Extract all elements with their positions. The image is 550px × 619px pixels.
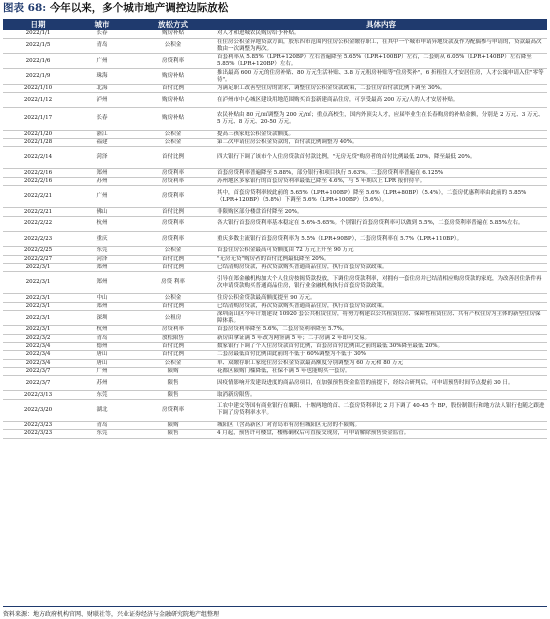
row-description: 住房公积金贷款最高额度提至 90 万元。 [215,294,547,302]
table-row [3,247,547,255]
row-city: 菏泽 [73,255,131,263]
row-policy-type: 公积金 [131,247,215,255]
row-date: 2022/2/22 [3,216,73,231]
table-row [3,391,547,399]
figure-title-text: 今年以来，多个城市地产调控边际放松 [49,2,229,14]
row-city: 广州 [73,186,131,208]
row-policy-type: 公积金 [131,138,215,146]
row-city: 菏泽 [73,147,131,169]
row-date: 2022/3/1 [3,326,73,334]
column-header-date: 日期 [3,19,73,30]
row-description: 四大银行下调了该市个人住房贷款首付款比例，"无房无贷"购房者的首付比例最低 20%，降至最低 20%。 [215,147,547,169]
row-description: 非限购区部分楼盘首付降至 20%。 [215,208,547,216]
row-description: 其中，首套房贷利率较此前的 5.65%（LPR+100BP）降至 5.6%（LPR+80BP）（5.4%），二套房优惠利率由此前的 5.85%（LPR+120BP）（5.8%）下调至 5.6%（LPR+100BP）（5.6%）。 [215,186,547,208]
table-row [3,84,547,92]
table-row [3,216,547,231]
row-policy-type: 房贷利率 [131,326,215,334]
row-city: 杭州 [73,216,131,231]
row-date: 2022/3/1 [3,272,73,294]
row-date: 2022/2/16 [3,169,73,177]
row-description: 提高三孩家庭公积金贷款额度。 [215,130,547,138]
row-date: 2022/2/16 [3,177,73,185]
row-policy-type: 购房补贴 [131,30,215,38]
row-policy-type: 首付比例 [131,263,215,271]
table-row [3,359,547,367]
row-description: 深圳南山区今年计划建设 10920 套公共租赁住房，将努力构建以公共租赁住房、保障性租赁住房、共有产权住房为主体的新型住房保障体系。 [215,311,547,326]
row-description: 首套房贷利率降至 5.6%，二套房贷利率降至 5.7%。 [215,326,547,334]
row-description: 对人才和进城农民购房给予补贴。 [215,30,547,38]
row-policy-type: 限购 [131,367,215,375]
row-date: 2022/1/12 [3,92,73,107]
table-row [3,334,547,342]
row-date: 2022/1/10 [3,84,73,92]
row-city: 长春 [73,30,131,38]
row-city: 佛山 [73,208,131,216]
row-date: 2022/2/27 [3,255,73,263]
row-description: 二套房最低首付比例由此前的不低于 60%调整为不低于 30% [215,351,547,359]
row-city: 重庆 [73,231,131,246]
table-row [3,326,547,334]
row-date: 2022/2/21 [3,186,73,208]
row-date: 2022/3/7 [3,367,73,375]
row-description: 取消新房限售。 [215,391,547,399]
table-row [3,430,547,438]
row-policy-type: 房贷利率 [131,231,215,246]
row-city: 苏州 [73,376,131,391]
figure-title [3,0,547,17]
row-description: 重庆多数主流银行首套房贷利率为 5.5%（LPR+90BP），二套房贷利率在 5.7%（LPR+110BP）。 [215,231,547,246]
row-description: 苏州地区多家银行的首套房贷利率最低已降至 4.6%，与 5 年期以上 LPR 报价持平。 [215,177,547,185]
row-description: 推出最高 600 万元的住房补贴、80 万元生活补贴、3.8 万元租房补贴等"住房奖补"，6 折租住人才安居住房，人才公寓申请入住"零等待"。 [215,69,547,84]
row-policy-type: 首付比例 [131,84,215,92]
row-description: 第二次申请住房公积金贷款的，首付款比例调整为 40%。 [215,138,547,146]
column-header-desc: 具体内容 [215,19,547,30]
row-policy-type: 房贷利率 [131,186,215,208]
row-date: 2022/1/9 [3,69,73,84]
row-city: 北海 [73,84,131,92]
table-row [3,311,547,326]
row-description: 新房由拿证满 5 年改为网签满 5 年；二手房满 2 年即可交易。 [215,334,547,342]
table-row [3,208,547,216]
row-description: 已结清购房贷款，再次贷款购买普通商品住房，执行首套房贷款政策。 [215,302,547,310]
table-row [3,399,547,421]
row-description: 数家银行下调了个人住房贷款首付比例，首套房首付比例由之前的最低 30%降至最低 20%。 [215,342,547,350]
row-policy-type: 公积金 [131,38,215,53]
row-policy-type: 房贷利率 [131,169,215,177]
row-date: 2022/3/4 [3,351,73,359]
row-date: 2022/1/28 [3,138,73,146]
table-row [3,294,547,302]
row-date: 2022/1/1 [3,30,73,38]
table-row [3,351,547,359]
row-policy-type: 购房补贴 [131,108,215,130]
table-row [3,422,547,430]
row-city: 唐山 [73,359,131,367]
row-description: 花都区限购门槛降低，社保不满 5 年也能购买一套房。 [215,367,547,375]
row-policy-type: 限购 [131,422,215,430]
column-header-city: 城市 [73,19,131,30]
figure-label: 图表 68: [3,2,47,14]
table-row [3,255,547,263]
row-policy-type: 首付比例 [131,302,215,310]
table-row [3,376,547,391]
row-city: 东莞 [73,430,131,438]
row-policy-type: 购房补贴 [131,92,215,107]
row-city: 德州 [73,342,131,350]
row-city: 青岛 [73,422,131,430]
row-city: 郑州 [73,169,131,177]
row-city: 青岛 [73,38,131,53]
row-date: 2022/3/13 [3,391,73,399]
row-description: 首套房贷利率普遍降至 5.88%，部分银行和项目执行 5.63%。二套房贷利率普遍在 6.125% [215,169,547,177]
row-date: 2022/3/1 [3,263,73,271]
table-row [3,263,547,271]
table-row [3,367,547,375]
row-description: 在泸州市中心城区建设用地范围购买首套新建商品住房，可享受最高 200 万元/人的人才安居补贴。 [215,92,547,107]
row-policy-type: 限售 [131,430,215,438]
row-description: 城阳区（含高新区）对青岛市有房但城阳区无房的不限购。 [215,422,547,430]
row-policy-type: 购房补贴 [131,69,215,84]
row-policy-type: 限售 [131,376,215,391]
row-city: 杭州 [73,326,131,334]
row-city: 中山 [73,294,131,302]
row-date: 2022/2/21 [3,208,73,216]
table-row [3,231,547,246]
table-body [3,30,547,438]
row-city: 郑州 [73,263,131,271]
row-description: 为满足职工改善型住房的需求，调整住房公积金贷款政策，二套住房首付款比例下调至 30%。 [215,84,547,92]
row-description: 首套利率从 5.85%（LPR+120BP）左右普遍降至 5.65%（LPR+100BP）左右，二套则从 6.05%（LPR+140BP）左右降至 5.85%（LPR+120BP）左右。 [215,54,547,69]
row-city: 湖北 [73,399,131,421]
row-description: 在住房公积金异地贷款方面，胶东四市范围内住房公积金缴存职工，在其中一个城市申请异地贷款及作为配偶参与申请的，贷款最高次数由一次调整为两次。 [215,38,547,53]
table-row [3,302,547,310]
row-city: 珠海 [73,69,131,84]
table-row [3,272,547,294]
row-description: 已结清购房贷款，再次贷款购买普通商品住房，执行首套房贷款政策。 [215,263,547,271]
row-date: 2022/3/1 [3,302,73,310]
row-city: 泸州 [73,92,131,107]
row-city: 长春 [73,108,131,130]
row-description: 首套住房公积金最高可贷额度由 72 万元上升至 90 万元 [215,247,547,255]
row-description: 引导在郑金融机构加大个人住房按揭贷款投放，下调住房贷款利率，对拥有一套住房并已结清相应购房贷款的家庭，为改善居住条件再次申请贷款购买普通商品住房，银行业金融机构执行首套房贷款政策。 [215,272,547,294]
row-city: 青岛 [73,334,131,342]
row-date: 2022/3/20 [3,399,73,421]
row-date: 2022/1/5 [3,38,73,53]
row-date: 2022/3/23 [3,430,73,438]
row-date: 2022/3/4 [3,359,73,367]
row-city: 浙江 [73,130,131,138]
table-row [3,138,547,146]
table-header [3,19,547,30]
table-row [3,108,547,130]
row-policy-type: 房贷利率 [131,177,215,185]
row-date: 2022/3/4 [3,342,73,350]
table-row [3,147,547,169]
row-policy-type: 公积金 [131,294,215,302]
row-policy-type: 房贷利率 [131,399,215,421]
row-date: 2022/1/17 [3,108,73,130]
row-policy-type: 首付比例 [131,342,215,350]
row-policy-type: 公积金 [131,130,215,138]
table-row [3,130,547,138]
row-description: 农民补贴由 80 元/㎡调整为 200 元/㎡；重点高校生，国内外顶尖人才，应届毕业生在长春购房的补贴金额，分别是 2 万元、3 万元、5 万元、8 万元、20-50 万元。 [215,108,547,130]
row-policy-type: 放松限售 [131,334,215,342]
row-description: 工农中建交等国有商业银行在襄阳、十堰两地的首、二套房贷利率比 2 月下调了 40-45 个 BP，股份制银行和地方法人银行也随之跟进下调了房贷利率水平。 [215,399,547,421]
row-city: 广州 [73,367,131,375]
row-date: 2022/1/20 [3,130,73,138]
row-policy-type: 首付比例 [131,147,215,169]
table-row [3,186,547,208]
row-city: 东莞 [73,391,131,399]
row-date: 2022/3/2 [3,334,73,342]
column-header-way: 放松方式 [131,19,215,30]
row-description: "无房无贷"购房者的首付比例最低降至 20%。 [215,255,547,263]
row-city: 郑州 [73,272,131,294]
row-date: 2022/3/23 [3,422,73,430]
row-policy-type: 房贷利率 [131,54,215,69]
row-policy-type: 公租房 [131,311,215,326]
row-city: 深圳 [73,311,131,326]
row-description: 因疫情影响开发建设进度的商品房项目，在加强预售资金监管的前提下，经综合研判后，可申请预售时间节点提前 30 日。 [215,376,547,391]
row-policy-type: 首付比例 [131,255,215,263]
table-row [3,30,547,38]
row-policy-type: 首付比例 [131,351,215,359]
row-date: 2022/1/6 [3,54,73,69]
table-row [3,69,547,84]
table-row [3,38,547,53]
row-date: 2022/2/25 [3,247,73,255]
row-description: 4 月起，预售许可楼盘，楼栋确权后可直接交现房，可申请解除预售资金监管。 [215,430,547,438]
row-description: 各大银行首套房贷利率基本稳定在 5.6%-5.65%。个别银行首套房贷利率可以做到 5.5%，二套房贷利率普遍在 5.85%左右。 [215,216,547,231]
table-row [3,342,547,350]
row-date: 2022/3/7 [3,376,73,391]
table-row [3,54,547,69]
row-policy-type: 房贷 利率 [131,272,215,294]
row-city: 唐山 [73,351,131,359]
row-date: 2022/3/1 [3,311,73,326]
row-date: 2022/2/14 [3,147,73,169]
row-city: 福建 [73,138,131,146]
table-row [3,92,547,107]
row-policy-type: 首付比例 [131,208,215,216]
row-description: 单、双缴存职工家庭住房公积金贷款最高额度分别调整为 60 万元和 80 万元 [215,359,547,367]
row-policy-type: 房贷利率 [131,216,215,231]
row-policy-type: 公积金 [131,359,215,367]
table-row [3,177,547,185]
source-note: 资料来源：地方政府机构官网、财联社等，兴业证券经济与金融研究院地产组整理 [3,606,547,618]
row-policy-type: 限售 [131,391,215,399]
row-date: 2022/2/23 [3,231,73,246]
row-city: 郑州 [73,302,131,310]
row-city: 广州 [73,54,131,69]
row-date: 2022/3/1 [3,294,73,302]
row-city: 东莞 [73,247,131,255]
policy-table [3,19,547,439]
table-row [3,169,547,177]
row-city: 苏州 [73,177,131,185]
